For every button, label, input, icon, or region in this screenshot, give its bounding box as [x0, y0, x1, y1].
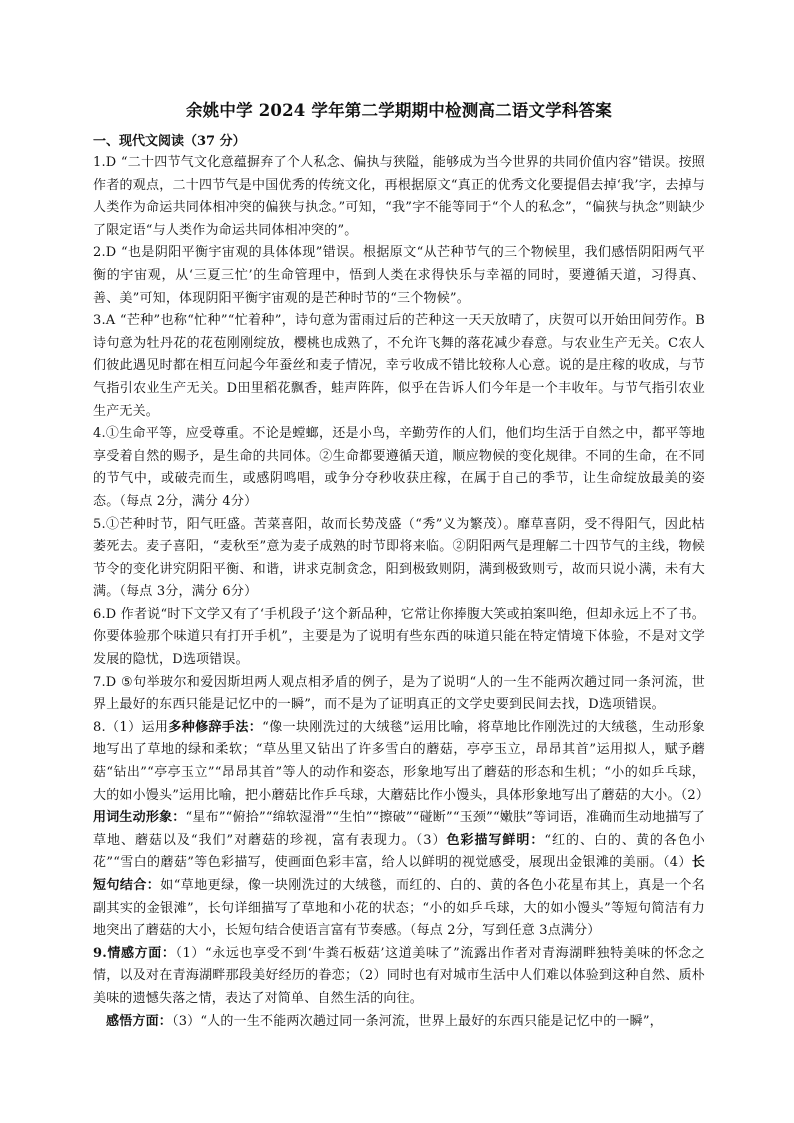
answer-8-text: 8.（1）运用: [93, 719, 169, 735]
answer-8-text: “像一块刚洗过的大绒毯”运用比喻，将草地比作刚洗过的大绒毯，生动形象地写出了草地的绿和柔软；“草丛里又钻出了许多雪白的蘑菇，亭亭玉立，昂昂其首”运用拟人，赋予蘑菇“钻出”“亭亭玉立”“昂昂其首”等人的动作和姿态，形象地写出了蘑菇的形态和生机；“小的如乒乓球，大的如小馒头”运用比喻，把小蘑菇比作乒乓球，大蘑菇比作小馒头，具体形象地写出了蘑菇的大小。（2）: [93, 719, 710, 803]
answer-6: 6.D 作者说“时下文学又有了‘手机段子’这个新品种，它常让你捧腹大笑或拍案叫绝，但却永远上不了书。你要体验那个味道只有打开手机”，主要是为了说明有些东西的味道只能在特定情境下体验，不是对文学发展的隐忧，D选项错误。: [93, 606, 705, 668]
answer-5: 5.①芒种时节，阳气旺盛。苦菜喜阳，故而长势茂盛（“秀”义为繁茂）。靡草喜阴，受不得阳气，因此枯萎死去。麦子喜阳，“麦秋至”意为麦子成熟的时节即将来临。②阴阳两气是理解二十四节气的主线，物候节令的变化讲究阴阳平衡、和谐，讲求克制贪念，阳到极致则阴，满到极致则亏，故而只说小满，未有大满。（每点 3分，满分 6分）: [93, 516, 705, 600]
answer-9-insight-label: 感悟方面：: [106, 1013, 173, 1029]
answer-8-text: “星布”“俯拾”“绵软湿滑”“生怕”“擦破”“碰断”“玉颈”“嫩肤”等词语，准确而生动地描写了草地、蘑菇以及“我们”对蘑菇的珍视，富有表现力。（3）: [93, 810, 705, 848]
answer-8-point-1: 多种修辞手法：: [168, 719, 263, 735]
answer-3: 3.A “芒种”也称“忙种”“忙着种”，诗句意为雷雨过后的芒种这一天天放晴了，庆贺可以开始田间劳作。B诗句意为牡丹花的花苞刚刚绽放，樱桃也成熟了，不允许飞舞的落花减少春意。与农业生产无关。C农人们彼此遇见时都在相互问起今年蚕丝和麦子情况，幸亏收成不错比较称人心意。说的是庄稼的收成，与节气指引农业生产无关。D田里稻花飘香，蛙声阵阵，似乎在告诉人们今年是一个丰收年。与节气指引农业生产无关。: [93, 313, 705, 419]
answer-9-text: （3）“人的一生不能两次趟过同一条河流，世界上最好的东西只能是记忆中的一瞬”，: [172, 1013, 663, 1029]
answer-8: [93, 717, 710, 943]
answer-8-text: “红的、白的、黄的各色小花”“雪白的蘑菇”等色彩描写，使画面色彩丰富，给人以鲜明的视觉感受，展现出金银滩的美丽。（4）: [93, 832, 705, 871]
answer-2: 2.D “也是阴阳平衡宇宙观的具体体现”错误。根据原文“从芒种节气的三个物候里，我们感悟阴阳两气平衡的宇宙观，从‘三夏三忙’的生命管理中，悟到人类在求得快乐与幸福的同时，要遵循天道，习得真、善、美”可知，体现阴阳平衡宇宙观的是芒种时节的“三个物候”。: [93, 245, 705, 306]
answer-8-point-4: 长短句结合：: [93, 855, 705, 893]
answer-8-point-3: 色彩描写鲜明：: [446, 832, 545, 848]
answer-9: [93, 943, 705, 1011]
answer-7: 7.D ⑤句举玻尔和爱因斯坦两人观点相矛盾的例子，是为了说明“人的一生不能两次趟过同一条河流，世界上最好的东西只能是记忆中的一瞬”，而不是为了证明真正的文学史要到民间去找，D选项错误。: [93, 674, 705, 713]
answer-8-point-2: 用词生动形象：: [93, 810, 186, 826]
answer-9-text: （1）“永远也享受不到‘牛粪石板菇’这道美味了”流露出作者对青海湖畔独特美味的怀念之情，以及对在青海湖畔那段美好经历的眷恋；（2）同时也有对城市生活中人们难以体验到这种自然、质朴美味的遗憾失落之情，表达了对简单、自然生活的向往。: [93, 945, 705, 1006]
answer-document: [93, 100, 710, 1033]
answer-4: 4.①生命平等，应受尊重。不论是螳螂，还是小鸟，辛勤劳作的人们，他们均生活于自然之中，都平等地享受着自然的赐予，是生命的共同体。②生命都要遵循天道，顺应物候的变化规律。不同的生命，在不同的节气中，或破壳而生，或感阴鸣唱，或争分夺秒收获庄稼，在属于自己的季节，让生命绽放最美的姿态。（每点 2分，满分 4分）: [93, 426, 705, 509]
answer-9-emotion-label: 9.情感方面：: [93, 945, 176, 961]
answer-9-insight: [93, 1011, 705, 1034]
answer-8-text: 如“草地更绿，像一块刚洗过的大绒毯，而红的、白的、黄的各色小花星布其上，真是一个名副其实的金银滩”，长句详细描写了草地和小花的状态；“小的如乒乓球，大的如小馒头”等短句简洁有力地突出了蘑菇的大小，长短句结合使语言富有节奏感。（每点 2分，写到任意 3点满分）: [93, 878, 705, 939]
page-title: 余姚中学 2024 学年第二学期期中检测高二语文学科答案: [185, 101, 612, 120]
answer-1: 1.D “二十四节气文化意蕴摒弃了个人私念、偏执与狭隘，能够成为当今世界的共同价值内容”错误。按照作者的观点，二十四节气是中国优秀的传统文化，再根据原文“真正的优秀文化要提倡去掉‘我’字，去掉与人类作为命运共同体相冲突的偏狭与执念。”可知，“我”字不能等同于“个人的私念”，“偏狭与执念”则缺少了限定语“与人类作为命运共同体相冲突的”。: [93, 155, 705, 238]
section-heading: 一、现代文阅读（37 分）: [93, 134, 246, 149]
